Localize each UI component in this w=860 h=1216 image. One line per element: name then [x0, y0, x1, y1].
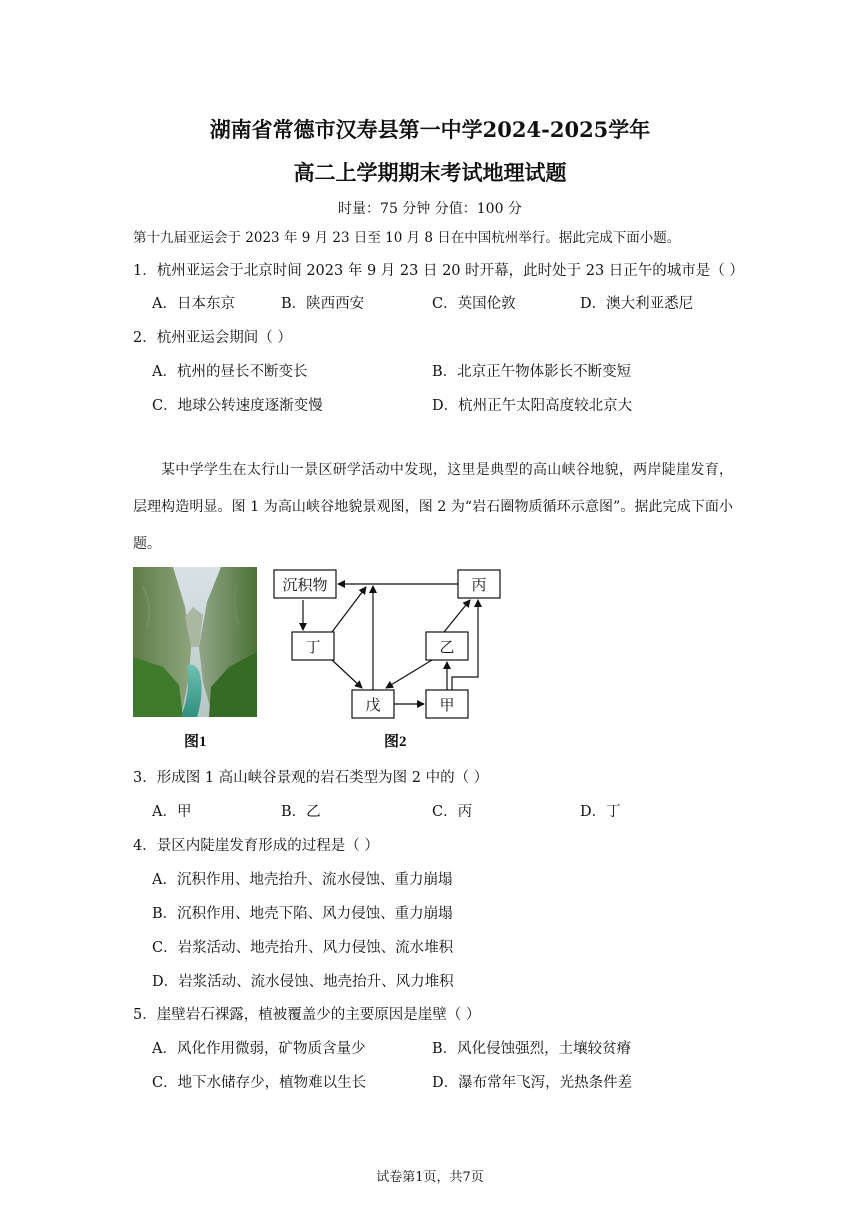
intro-paragraph-2: 某中学学生在太行山一景区研学活动中发现，这里是典型的高山峡谷地貌，两岸陡崖发育，层理构造明显。图 1 为高山峡谷地貌景观图，图 2 为“岩石圈物质循环示意图”。据此完成下面小题。	[133, 462, 733, 552]
question-5-option-b: B．风化侵蚀强烈，土壤较贫瘠	[432, 1041, 632, 1057]
rock-cycle-diagram	[270, 565, 505, 720]
node-yi-label: 乙	[439, 638, 455, 656]
question-2-option-c: C．地球公转速度逐渐变慢	[152, 398, 323, 414]
question-3-option-d: D．丁	[580, 804, 621, 820]
question-2-stem: 2．杭州亚运会期间（ ）	[133, 330, 292, 346]
question-1-stem: 1．杭州亚运会于北京时间 2023 年 9 月 23 日 20 时开幕，此时处于 23 日正午的城市是（ ）	[133, 263, 744, 279]
question-4-option-a: A．沉积作用、地壳抬升、流水侵蚀、重力崩塌	[152, 872, 453, 888]
document-title-line1: 湖南省常德市汉寿县第一中学2024-2025学年	[209, 117, 651, 142]
question-5-stem: 5．崖壁岩石裸露，植被覆盖少的主要原因是崖壁（ ）	[133, 1007, 481, 1023]
question-3-option-b: B．乙	[281, 804, 321, 820]
question-1-option-d: D．澳大利亚悉尼	[580, 296, 694, 312]
canyon-photo	[133, 567, 257, 717]
arrow-yi-to-wu	[386, 660, 432, 688]
question-1-option-a: A．日本东京	[152, 296, 235, 312]
question-4-stem: 4．景区内陡崖发育形成的过程是（ ）	[133, 838, 379, 854]
question-1-option-c: C．英国伦敦	[432, 296, 516, 312]
arrow-jia-to-bing	[452, 600, 478, 690]
question-2-option-a: A．杭州的昼长不断变长	[152, 364, 308, 380]
node-bing-label: 丙	[471, 576, 487, 594]
node-ding-label: 丁	[305, 638, 321, 656]
question-3-option-c: C．丙	[432, 804, 473, 820]
node-sediment-label: 沉积物	[282, 576, 328, 594]
question-1-option-b: B．陕西西安	[281, 296, 365, 312]
intro-paragraph-1: 第十九届亚运会于 2023 年 9 月 23 日至 10 月 8 日在中国杭州举行。据此完成下面小题。	[133, 230, 681, 246]
node-wu-label: 戊	[365, 696, 381, 714]
question-3-stem: 3．形成图 1 高山峡谷景观的岩石类型为图 2 中的（ ）	[133, 770, 489, 786]
document-title-line2: 高二上学期期末考试地理试题	[293, 160, 567, 185]
question-2-option-d: D．杭州正午太阳高度较北京大	[432, 398, 633, 414]
figure-1-label: 图1	[184, 734, 207, 750]
question-5-option-d: D．瀑布常年飞泻，光热条件差	[432, 1075, 633, 1091]
question-4-option-d: D．岩浆活动、流水侵蚀、地壳抬升、风力堆积	[152, 974, 454, 990]
arrow-ding-to-sediment	[332, 587, 366, 632]
page-footer: 试卷第1页，共7页	[376, 1170, 484, 1185]
node-jia-label: 甲	[439, 696, 455, 714]
question-3-option-a: A．甲	[152, 804, 192, 820]
question-2-option-b: B．北京正午物体影长不断变短	[432, 364, 632, 380]
exam-meta: 时量：75 分钟 分值：100 分	[338, 201, 522, 217]
question-4-option-c: C．岩浆活动、地壳抬升、风力侵蚀、流水堆积	[152, 940, 454, 956]
arrow-yi-to-bing	[444, 600, 470, 632]
figure-2-label: 图2	[384, 734, 407, 750]
question-5-option-c: C．地下水储存少，植物难以生长	[152, 1075, 367, 1091]
question-5-option-a: A．风化作用微弱，矿物质含量少	[152, 1041, 366, 1057]
arrow-ding-to-wu	[332, 660, 362, 688]
question-4-option-b: B．沉积作用、地壳下陷、风力侵蚀、重力崩塌	[152, 906, 453, 922]
